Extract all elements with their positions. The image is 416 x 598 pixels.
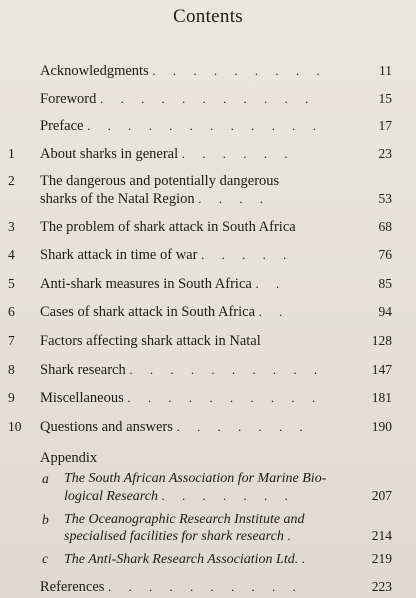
leader-dots: . . xyxy=(258,304,290,319)
chapter-number: 5 xyxy=(8,276,15,291)
chapter-number: 3 xyxy=(8,219,15,234)
leader-dots: . . . . . . . . . . xyxy=(127,390,323,405)
chapter-number: 9 xyxy=(8,390,15,405)
entry-page: 76 xyxy=(378,247,392,262)
chapter-number: 2 xyxy=(8,173,15,188)
leader-dots: . . . . . . xyxy=(181,146,295,161)
appendix-letter: a xyxy=(42,471,49,486)
chapter-number: 8 xyxy=(8,362,15,377)
entry-title: Shark research xyxy=(40,362,126,378)
entry-title: The South African Association for Marine Bio- xyxy=(64,471,327,486)
chapter-number: 10 xyxy=(8,419,22,434)
appendix-letter: b xyxy=(42,512,49,527)
entry-title: specialised facilities for shark research xyxy=(64,529,284,544)
leader-dots: . xyxy=(301,551,312,566)
appendix-letter: c xyxy=(42,551,48,566)
contents-heading: Contents xyxy=(173,6,243,27)
entry-page: 17 xyxy=(378,118,392,133)
entry-page: 214 xyxy=(371,528,392,543)
entry-title: logical Research xyxy=(64,489,158,504)
entry-page: 23 xyxy=(378,146,392,161)
entry-page: 147 xyxy=(371,362,392,377)
entry-title: The dangerous and potentially dangerous xyxy=(40,173,280,189)
leader-dots: . . . . . . . . . . . xyxy=(100,91,316,106)
entry-title: Preface xyxy=(40,118,84,134)
entry-page: 85 xyxy=(378,276,392,291)
entry-title: Shark attack in time of war xyxy=(40,247,198,263)
chapter-number: 1 xyxy=(8,146,15,161)
leader-dots: . . . . . . . . . . xyxy=(129,362,325,377)
entry-title: Anti-shark measures in South Africa xyxy=(40,276,252,292)
entry-title: Factors affecting shark attack in Natal xyxy=(40,333,261,349)
entry-title: Questions and answers xyxy=(40,419,173,435)
entry-page: 53 xyxy=(378,191,392,206)
entry-title: Miscellaneous xyxy=(40,390,124,406)
entry-title: Cases of shark attack in South Africa xyxy=(40,304,256,320)
entry-page: 128 xyxy=(371,333,392,348)
entry-title: sharks of the Natal Region xyxy=(40,191,195,207)
leader-dots: . . . . . . . . . xyxy=(152,63,327,78)
entry-title: Foreword xyxy=(40,91,97,107)
chapter-number: 4 xyxy=(8,247,15,262)
entry-title: The Oceanographic Research Institute and xyxy=(64,512,305,527)
leader-dots: . . . . . . . . . . xyxy=(108,579,303,594)
leader-dots: . . xyxy=(255,276,287,291)
entry-page: 207 xyxy=(371,488,392,503)
leader-dots: . . . . . . . xyxy=(161,488,295,503)
entry-page: 190 xyxy=(371,419,392,434)
entry-title: About sharks in general xyxy=(40,146,179,162)
leader-dots: . . . . . xyxy=(201,247,294,262)
entry-title: References xyxy=(40,579,105,595)
entry-title: Acknowledgments xyxy=(40,63,149,79)
entry-page: 223 xyxy=(371,579,392,594)
entry-page: 181 xyxy=(371,390,392,405)
chapter-number: 7 xyxy=(8,333,15,348)
entry-page: 11 xyxy=(379,63,392,78)
entry-title: The problem of shark attack in South Africa xyxy=(40,219,296,235)
entry-title: The Anti-Shark Research Association Ltd. xyxy=(64,552,299,567)
leader-dots: . . . . xyxy=(198,191,271,206)
chapter-number: 6 xyxy=(8,304,15,319)
entry-page: 15 xyxy=(378,91,392,106)
entry-page: 68 xyxy=(378,219,392,234)
entry-page: 94 xyxy=(378,304,392,319)
leader-dots: . xyxy=(287,528,298,543)
leader-dots: . . . . . . . xyxy=(176,419,310,434)
leader-dots: . . . . . . . . . . . . xyxy=(87,118,323,133)
entry-page: 219 xyxy=(371,551,392,566)
appendix-heading: Appendix xyxy=(40,450,98,466)
